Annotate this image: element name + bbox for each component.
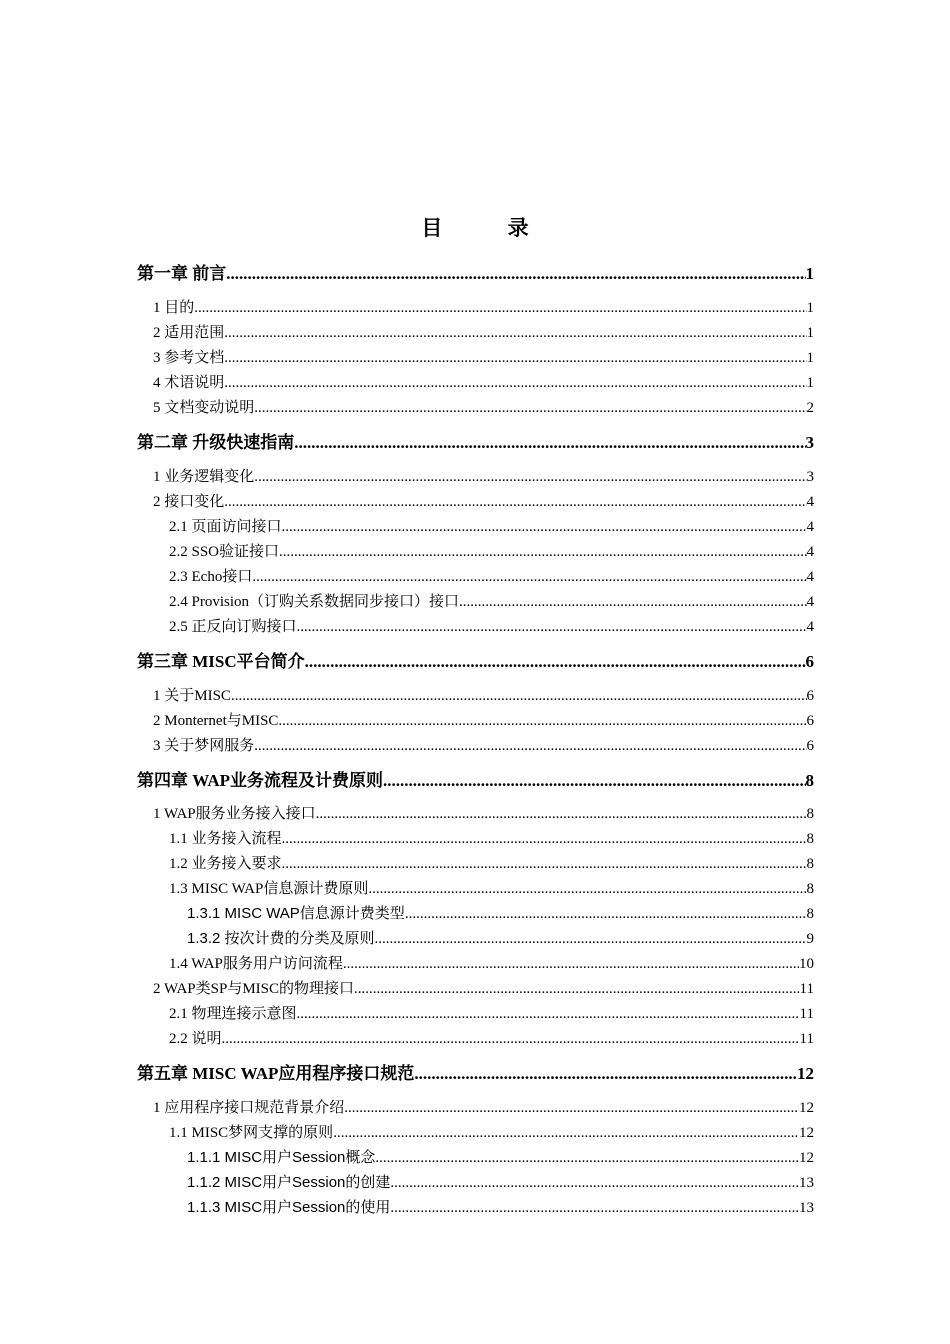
toc-entry-text: 4 术语说明	[153, 375, 225, 391]
toc-title: 目 录	[421, 216, 559, 240]
toc-page-number: 4	[806, 594, 814, 610]
toc-page-number: 8	[806, 906, 814, 922]
toc-leader-dots	[222, 1031, 800, 1048]
toc-entry-text: 2 WAP类SP与MISC的物理接口	[153, 981, 355, 997]
toc-chapter-4[interactable]	[137, 766, 814, 791]
toc-entry-text: 2 适用范围	[153, 325, 225, 341]
toc-leader-dots	[278, 713, 806, 730]
toc-entry-1-4[interactable]	[137, 371, 814, 392]
toc-entry-1-3[interactable]	[137, 346, 814, 367]
toc-leader-dots	[254, 738, 806, 755]
toc-entry-4-2-2[interactable]	[137, 1027, 814, 1048]
toc-leader-dots	[368, 881, 806, 898]
toc-entry-text: 1 WAP服务业务接入接口	[153, 806, 316, 822]
toc-entry-text: 1 关于MISC	[153, 688, 231, 704]
toc-page-number: 8	[806, 831, 814, 847]
toc-entry-5-1-1-3[interactable]	[137, 1196, 814, 1217]
toc-entry-text: 3 关于梦网服务	[153, 738, 255, 754]
toc-entry-text: 第五章 MISC WAP应用程序接口规范	[137, 1064, 415, 1083]
toc-entry-text: 1.1.2 MISC用户Session的创建	[187, 1174, 391, 1191]
toc-leader-dots	[305, 652, 806, 672]
toc-entry-text: 1.1.3 MISC用户Session的使用	[187, 1199, 391, 1216]
toc-leader-dots	[254, 469, 806, 486]
toc-entry-text: 2 接口变化	[153, 494, 225, 510]
toc-entry-4-1-2[interactable]	[137, 852, 814, 873]
toc-page-number: 1	[806, 300, 814, 316]
toc-entry-4-2[interactable]	[137, 977, 814, 998]
toc-leader-dots	[194, 300, 806, 317]
toc-page-number: 13	[799, 1200, 814, 1216]
toc-entry-text: 2.1 物理连接示意图	[169, 1006, 297, 1022]
toc-entry-text: 第四章 WAP业务流程及计费原则	[137, 771, 384, 790]
toc-page-number: 8	[806, 856, 814, 872]
toc-leader-dots	[383, 771, 805, 791]
toc-entry-text: 1.3 MISC WAP信息源计费原则	[169, 881, 369, 897]
toc-leader-dots	[375, 1150, 799, 1167]
toc-entry-3-2[interactable]	[137, 709, 814, 730]
toc-entry-5-1-1-1[interactable]	[137, 1146, 814, 1167]
toc-leader-dots	[282, 831, 807, 848]
toc-page-number: 12	[797, 1064, 814, 1083]
toc-leader-dots	[294, 433, 805, 453]
toc-entry-text: 1.2 业务接入要求	[169, 856, 282, 872]
toc-leader-dots	[333, 1125, 799, 1142]
toc-entry-text: 2.4 Provision（订购关系数据同步接口）接口	[169, 594, 460, 610]
toc-entry-text: 2.2 SSO验证接口	[169, 544, 280, 560]
toc-leader-dots	[354, 981, 800, 998]
toc-entry-text: 2 Monternet与MISC	[153, 713, 279, 729]
toc-page-number: 1	[805, 264, 814, 283]
toc-entry-2-2[interactable]	[137, 490, 814, 511]
toc-entry-text: 第三章 MISC平台简介	[137, 652, 305, 671]
toc-page-number: 10	[799, 956, 814, 972]
toc-entry-4-1-3-1[interactable]	[137, 902, 814, 923]
toc-entry-text: 1.1 MISC梦网支撑的原则	[169, 1125, 334, 1141]
toc-leader-dots	[390, 1200, 799, 1217]
toc-leader-dots	[405, 906, 807, 923]
toc-entry-text: 1 业务逻辑变化	[153, 469, 255, 485]
toc-entry-4-1-1[interactable]	[137, 827, 814, 848]
toc-entry-text: 1.3.2 按次计费的分类及原则	[187, 930, 375, 947]
toc-entry-text: 2.1 页面访问接口	[169, 519, 282, 535]
toc-page-number: 1	[806, 375, 814, 391]
toc-page-number: 6	[806, 738, 814, 754]
toc-leader-dots	[316, 806, 807, 823]
toc-page-number: 4	[806, 544, 814, 560]
toc-entry-4-1-4[interactable]	[137, 952, 814, 973]
toc-entry-text: 1.1 业务接入流程	[169, 831, 282, 847]
toc-page-number: 11	[799, 1031, 814, 1047]
toc-leader-dots	[344, 1100, 799, 1117]
toc-page-number: 4	[806, 519, 814, 535]
toc-page-number: 1	[806, 350, 814, 366]
toc-page-number: 8	[806, 881, 814, 897]
toc-leader-dots	[224, 350, 806, 367]
toc-leader-dots	[252, 569, 806, 586]
toc-leader-dots	[414, 1064, 797, 1084]
toc-page-number: 6	[806, 688, 814, 704]
toc-leader-dots	[282, 519, 807, 536]
toc-chapter-2[interactable]	[137, 428, 814, 453]
toc-entry-text: 1 应用程序接口规范背景介绍	[153, 1100, 345, 1116]
toc-chapter-1[interactable]	[137, 259, 814, 284]
toc-page-number: 4	[806, 494, 814, 510]
toc-leader-dots	[297, 619, 807, 636]
toc-entry-4-2-1[interactable]	[137, 1002, 814, 1023]
toc-entry-2-2-5[interactable]	[137, 615, 814, 636]
toc-entry-4-1-3-2[interactable]	[137, 927, 814, 948]
toc-entry-2-2-1[interactable]	[137, 515, 814, 536]
toc-page-number: 12	[799, 1100, 814, 1116]
toc-entry-text: 第二章 升级快速指南	[137, 433, 295, 452]
toc-entry-text: 1.3.1 MISC WAP信息源计费类型	[187, 905, 405, 922]
toc-page-number: 6	[806, 713, 814, 729]
toc-entry-2-2-3[interactable]	[137, 565, 814, 586]
toc-page-number: 12	[799, 1125, 814, 1141]
toc-page-number: 9	[806, 931, 814, 947]
toc-entry-2-2-4[interactable]	[137, 590, 814, 611]
toc-leader-dots	[254, 400, 806, 417]
toc-leader-dots	[297, 1006, 800, 1023]
toc-entry-3-3[interactable]	[137, 734, 814, 755]
toc-entry-5-1-1[interactable]	[137, 1121, 814, 1142]
toc-entry-text: 5 文档变动说明	[153, 400, 255, 416]
toc-leader-dots	[231, 688, 807, 705]
toc-leader-dots	[226, 264, 805, 284]
toc-page-number: 4	[806, 619, 814, 635]
toc-entry-text: 第一章 前言	[137, 264, 227, 283]
toc-entry-text: 1.1.1 MISC用户Session概念	[187, 1149, 376, 1166]
toc-page-number: 3	[805, 433, 814, 452]
toc-entry-text: 1 目的	[153, 300, 195, 316]
toc-leader-dots	[282, 856, 807, 873]
toc-entry-text: 1.4 WAP服务用户访问流程	[169, 956, 343, 972]
toc-entry-5-1[interactable]	[137, 1096, 814, 1117]
toc-leader-dots	[459, 594, 806, 611]
toc-leader-dots	[224, 494, 806, 511]
toc-page-number: 12	[799, 1150, 814, 1166]
toc-page-number: 3	[806, 469, 814, 485]
toc-page-number: 6	[805, 652, 814, 671]
toc-leader-dots	[279, 544, 806, 561]
toc-page-number: 11	[799, 981, 814, 997]
toc-entry-1-2[interactable]	[137, 321, 814, 342]
toc-entry-1-5[interactable]	[137, 396, 814, 417]
toc-entry-text: 3 参考文档	[153, 350, 225, 366]
toc-chapter-5[interactable]	[137, 1059, 814, 1084]
toc-entry-4-1[interactable]	[137, 802, 814, 823]
toc-page-number: 8	[806, 806, 814, 822]
toc-entry-2-2-2[interactable]	[137, 540, 814, 561]
toc-entry-2-1[interactable]	[137, 465, 814, 486]
toc-entry-text: 2.5 正反向订购接口	[169, 619, 297, 635]
toc-page-number: 2	[806, 400, 814, 416]
toc-leader-dots	[224, 375, 806, 392]
toc-entry-4-1-3[interactable]	[137, 877, 814, 898]
toc-page-number: 4	[806, 569, 814, 585]
toc-entry-3-1[interactable]	[137, 684, 814, 705]
toc-entry-5-1-1-2[interactable]	[137, 1171, 814, 1192]
toc-entry-text: 2.2 说明	[169, 1031, 222, 1047]
toc-leader-dots	[390, 1175, 799, 1192]
toc-page-number: 11	[799, 1006, 814, 1022]
toc-leader-dots	[343, 956, 799, 973]
toc-page-number: 1	[806, 325, 814, 341]
toc-chapter-3[interactable]	[137, 647, 814, 672]
toc-leader-dots	[224, 325, 806, 342]
toc-page-number: 13	[799, 1175, 814, 1191]
toc-entry-text: 2.3 Echo接口	[169, 569, 253, 585]
toc-entry-1-1[interactable]	[137, 296, 814, 317]
toc-page-number: 8	[805, 771, 814, 790]
toc-leader-dots	[375, 931, 807, 948]
